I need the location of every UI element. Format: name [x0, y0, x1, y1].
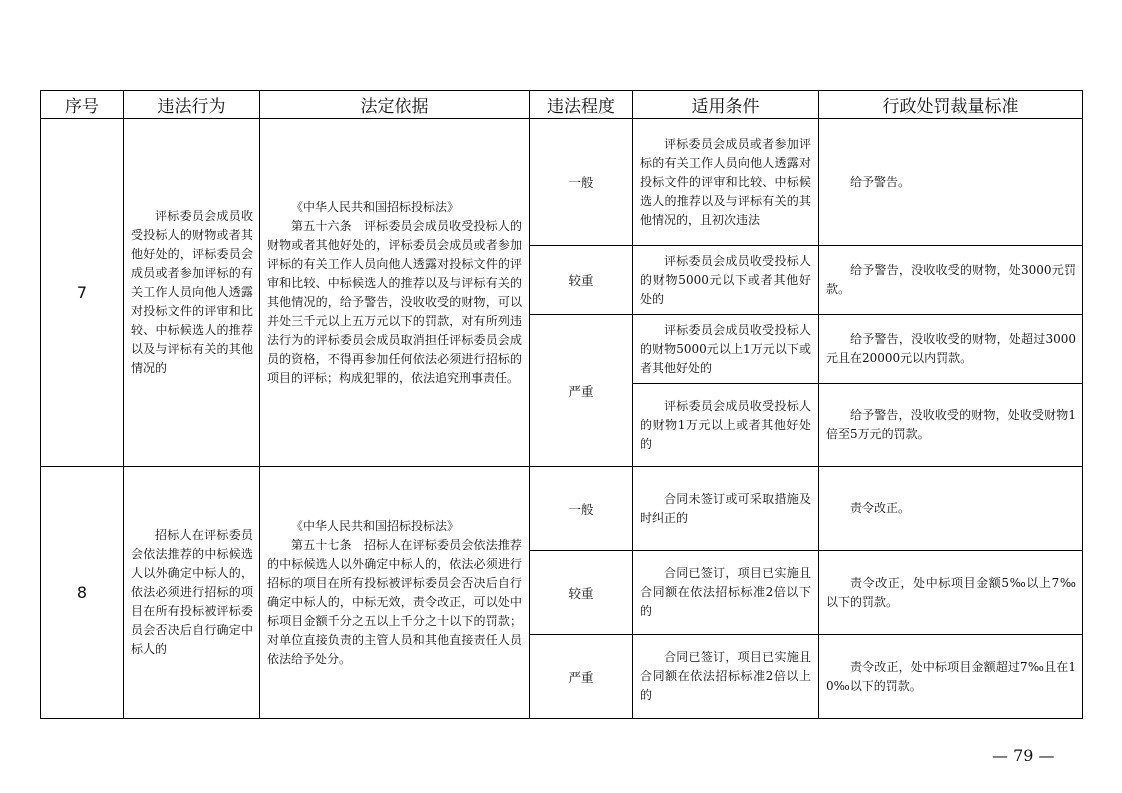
header-penalty: 行政处罚裁量标准 [819, 91, 1083, 119]
penalty-cell: 给予警告，没收收受的财物，处超过3000元且在20000元以内罚款。 [819, 315, 1083, 384]
penalty-cell: 给予警告。 [819, 119, 1083, 246]
condition-cell: 评标委员会成员收受投标人的财物1万元以上或者其他好处的 [633, 384, 819, 467]
header-behavior: 违法行为 [124, 91, 260, 119]
behavior-cell: 评标委员会成员收受投标人的财物或者其他好处的，评标委员会成员或者参加评标的有关工作人员向他人透露对投标文件的评审和比较、中标候选人的推荐以及与评标有关的其他情况的 [124, 119, 260, 467]
basis-cell [260, 119, 530, 467]
condition-cell: 评标委员会成员收受投标人的财物5000元以下或者其他好处的 [633, 246, 819, 315]
table-row [41, 467, 1083, 551]
basis-title: 《中华人民共和国招标投标法》 [291, 199, 460, 214]
penalty-cell: 责令改正，处中标项目金额5‰以上7‰以下的罚款。 [819, 551, 1083, 635]
penalty-cell: 给予警告，没收收受的财物，处收受财物1倍至5万元的罚款。 [819, 384, 1083, 467]
table-header-row [41, 91, 1083, 119]
basis-text: 第五十七条 招标人在评标委员会依法推荐的中标候选人以外确定中标人的，依法必须进行招标的项目在所有投标被评标委员会否决后自行确定中标人的，中标无效，责令改正，可以处中标项目金额千分之五以上千分之十以下的罚款；对单位直接负责的主管人员和其他直接责任人员依法给予处分。 [267, 537, 522, 666]
penalty-cell: 责令改正，处中标项目金额超过7‰且在10‰以下的罚款。 [819, 635, 1083, 719]
condition-cell: 合同未签订或可采取措施及时纠正的 [633, 467, 819, 551]
condition-cell: 合同已签订，项目已实施且合同额在依法招标标准2倍以下的 [633, 551, 819, 635]
header-seq: 序号 [41, 91, 124, 119]
basis-cell [260, 467, 530, 719]
condition-cell: 合同已签订，项目已实施且合同额在依法招标标准2倍以上的 [633, 635, 819, 719]
basis-title: 《中华人民共和国招标投标法》 [291, 518, 460, 533]
level-cell: 较重 [530, 551, 633, 635]
page-number: — 79 — [992, 746, 1055, 765]
row-number: 7 [41, 119, 124, 467]
behavior-cell: 招标人在评标委员会依法推荐的中标候选人以外确定中标人的，依法必须进行招标的项目在所有投标被评标委员会否决后自行确定中标人的 [124, 467, 260, 719]
header-condition: 适用条件 [633, 91, 819, 119]
table-row [41, 119, 1083, 246]
penalty-cell: 责令改正。 [819, 467, 1083, 551]
level-cell: 一般 [530, 467, 633, 551]
header-level: 违法程度 [530, 91, 633, 119]
penalty-cell: 给予警告，没收收受的财物，处3000元罚款。 [819, 246, 1083, 315]
level-cell: 较重 [530, 246, 633, 315]
condition-cell: 评标委员会成员或者参加评标的有关工作人员向他人透露对投标文件的评审和比较、中标候选人的推荐以及与评标有关的其他情况的，且初次违法 [633, 119, 819, 246]
level-cell: 严重 [530, 315, 633, 467]
condition-cell: 评标委员会成员收受投标人的财物5000元以上1万元以下或者其他好处的 [633, 315, 819, 384]
penalty-standards-table [40, 90, 1083, 719]
row-number: 8 [41, 467, 124, 719]
basis-text: 第五十六条 评标委员会成员收受投标人的财物或者其他好处的，评标委员会成员或者参加评标的有关工作人员向他人透露对投标文件的评审和比较、中标候选人的推荐以及与评标有关的其他情况的，给予警告，没收收受的财物，可以并处三千元以上五万元以下的罚款，对有所列违法行为的评标委员会成员取消担任评标委员会成员的资格，不得再参加任何依法必须进行招标的项目的评标；构成犯罪的，依法追究刑事责任。 [267, 218, 522, 385]
level-cell: 严重 [530, 635, 633, 719]
header-basis: 法定依据 [260, 91, 530, 119]
level-cell: 一般 [530, 119, 633, 246]
